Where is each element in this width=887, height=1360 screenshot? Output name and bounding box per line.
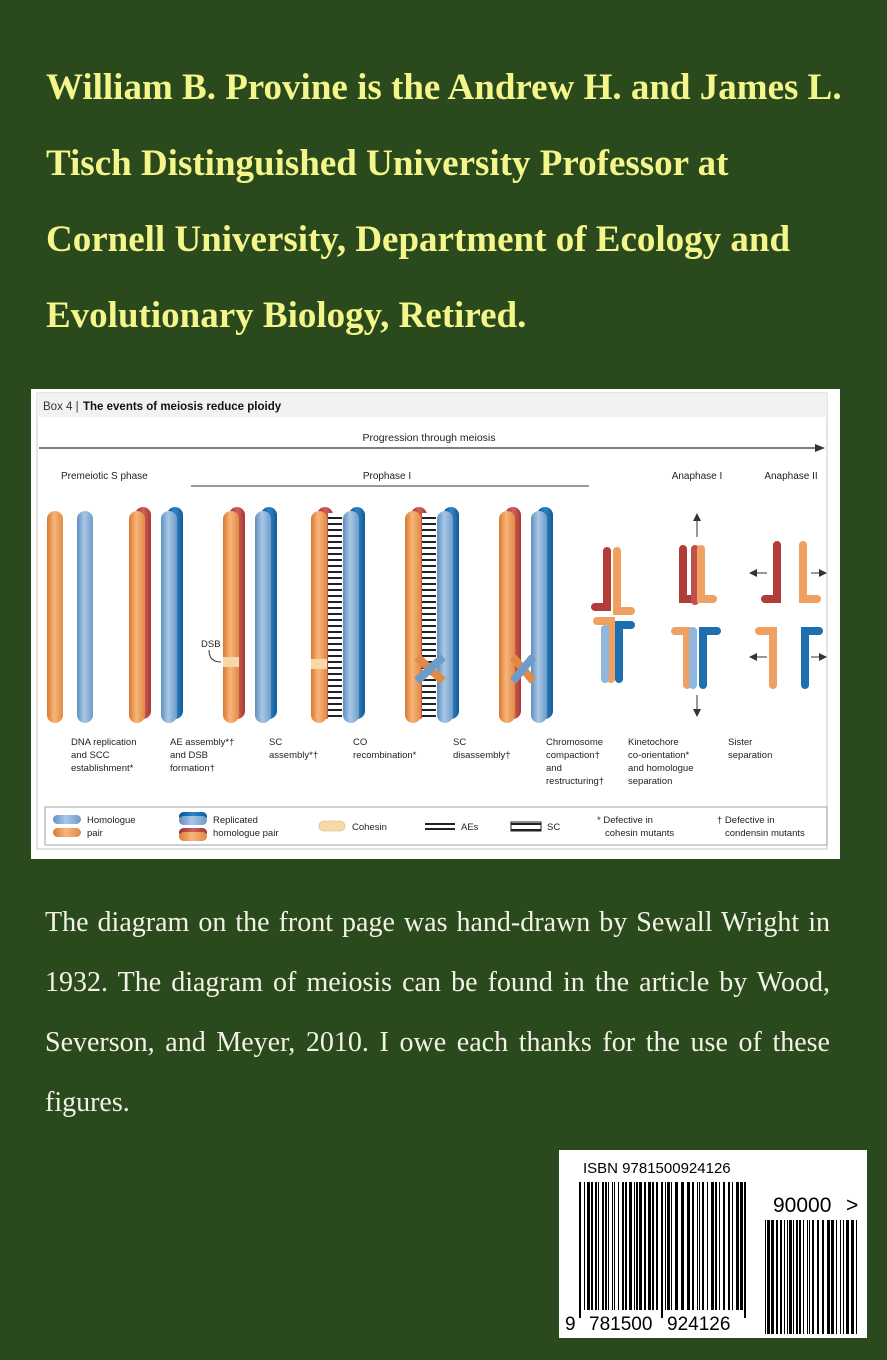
phase-prophase: Prophase I [362,471,412,482]
box-label: Box 4 | [43,401,79,413]
barcode-bar [656,1182,658,1310]
barcode-bar [665,1182,666,1310]
step-caption: CO recombination* [353,737,417,761]
dsb-gap [223,657,239,667]
barcode-bar [771,1220,774,1334]
barcode-bar [622,1182,624,1310]
compacted-bivalent [595,551,631,679]
homologue-orange [47,511,63,723]
barcode-bar [744,1182,746,1318]
barcode-bar [625,1182,627,1310]
barcode-bar [591,1182,593,1310]
barcode-digits-right: 924126 [667,1314,731,1335]
scd-blue [531,511,547,723]
barcode-bar [732,1182,733,1310]
barcode-bar [856,1220,857,1334]
replicated-blue [161,511,177,723]
step-caption: Kinetochore co-orientation* and homologue separation [628,737,694,787]
barcode-bar [803,1220,804,1334]
barcode-bar [723,1182,725,1310]
legend-blue-swatch [53,815,81,824]
step-caption: SC disassembly† [453,737,511,761]
barcode-bar [767,1220,770,1334]
replicated-orange [129,511,145,723]
barcode-bar [681,1182,684,1310]
barcode-bar [809,1220,810,1334]
barcode-bar [671,1182,672,1310]
co-ladder [422,513,436,719]
barcode-bar [765,1220,766,1334]
legend-cohesin-swatch [319,821,345,831]
legend-sc-swatch [511,822,541,831]
barcode-bar [740,1182,743,1310]
barcode-bar [618,1182,619,1310]
barcode-bar [595,1182,597,1310]
co-orange [405,511,421,723]
barcode-bar [687,1182,690,1310]
phase-anaphase-1: Anaphase I [671,471,723,482]
barcode-bar [692,1182,694,1310]
legend-homologue-pair: Homologue pair [87,815,136,839]
scd-orange [499,511,515,723]
phase-anaphase-2: Anaphase II [764,471,818,482]
step-caption: AE assembly*† and DSB formation† [170,737,235,774]
legend-cohesin-defect: * Defective in cohesin mutants [597,815,675,839]
anaphase2-chromosomes [749,545,827,685]
barcode-bar [648,1182,651,1310]
price-arrow: > [846,1194,859,1217]
barcode-bar [661,1182,663,1318]
sc-cohesin [311,659,327,669]
sc-orange [311,511,327,723]
legend-condensin-defect: † Defective in condensin mutants [717,815,805,839]
barcode-bar [715,1182,717,1310]
barcode-bar [636,1182,638,1310]
barcode-bar [817,1220,819,1334]
barcode-bar [634,1182,635,1310]
barcode-bar [697,1182,698,1310]
figure-title: The events of meiosis reduce ploidy [83,401,282,413]
barcode-bar [652,1182,654,1310]
legend-cohesin: Cohesin [352,822,387,833]
barcode-bar [846,1220,849,1334]
barcode-digits-left: 781500 [589,1314,653,1335]
meiosis-figure [31,389,840,859]
barcode-bar [598,1182,599,1310]
barcode-bar [793,1220,794,1334]
progression-label: Progression through meiosis [362,432,496,444]
barcode-bar [776,1220,778,1334]
barcode-bar [675,1182,678,1310]
ae-blue [255,511,271,723]
dsb-label: DSB [201,639,221,650]
barcode-bar [602,1182,604,1310]
homologue-blue [77,511,93,723]
legend-aes: AEs [461,822,479,833]
barcode-bar [799,1220,801,1334]
legend-replicated-pair: Replicated homologue pair [213,815,279,839]
barcode-bar [843,1220,844,1334]
co-blue [437,511,453,723]
barcode-bar [629,1182,632,1310]
sc-blue [343,511,359,723]
ae-orange [223,511,239,723]
barcode-bar [840,1220,841,1334]
progression-arrowhead [815,444,825,452]
price-bars [765,1220,857,1334]
barcode-bar [605,1182,607,1310]
barcode-bar [584,1182,585,1310]
barcode-bar [612,1182,613,1310]
step-caption: Sister separation [728,737,773,761]
step-caption: SC assembly*† [269,737,319,761]
barcode-bar [831,1220,834,1334]
barcode-bar [787,1220,788,1334]
barcode-bar [667,1182,670,1310]
barcode-bar [728,1182,730,1310]
sc-ladder [328,513,342,719]
barcode-bar [579,1182,581,1318]
barcode-bar [711,1182,714,1310]
barcode-bar [784,1220,785,1334]
author-bio: William B. Provine is the Andrew H. and James L. Tisch Distinguished University Professor at Cornell University, Department of Ecology and Evolutionary Biology, Retired. [46,67,842,336]
barcode-bar [851,1220,854,1334]
barcode-bar [807,1220,808,1334]
figure-credits: The diagram on the front page was hand-drawn by Sewall Wright in 1932. The diagram of meiosis can be found in the article by Wood, Severson, and Meyer, 2010. I owe each thanks for the use of these figures. [45,907,830,1118]
phase-premeiotic: Premeiotic S phase [61,471,148,482]
barcode-bar [822,1220,824,1334]
legend-orange-swatch [53,828,81,837]
barcode-bar [608,1182,609,1310]
barcode-digit-lead: 9 [565,1314,576,1335]
legend-replicated-orange-swatch [179,832,207,841]
step-caption: Chromosome compaction† and restructuring† [546,737,605,787]
legend-sc: SC [547,822,561,833]
barcode-bar [736,1182,739,1310]
barcode-bar [789,1220,792,1334]
isbn-bars [579,1182,746,1318]
isbn-label: ISBN 9781500924126 [583,1160,731,1177]
barcode-bar [812,1220,814,1334]
barcode-bar [796,1220,798,1334]
barcode-bar [639,1182,642,1310]
barcode-bar [644,1182,646,1310]
legend-replicated-blue-swatch [179,816,207,825]
barcode-bar [707,1182,708,1310]
isbn-barcode [559,1150,867,1338]
barcode-bar [614,1182,615,1310]
barcode-bar [699,1182,700,1310]
barcode-bar [719,1182,720,1310]
barcode-bar [587,1182,590,1310]
legend-box [45,807,827,845]
barcode-bar [780,1220,782,1334]
barcode-bar [836,1220,837,1334]
price-code: 90000 [773,1194,832,1217]
dsb-arrow [209,650,221,662]
anaphase1-chromosomes [675,513,717,717]
barcode-bar [827,1220,830,1334]
step-caption: DNA replication and SCC establishment* [71,737,137,774]
barcode-bar [702,1182,704,1310]
